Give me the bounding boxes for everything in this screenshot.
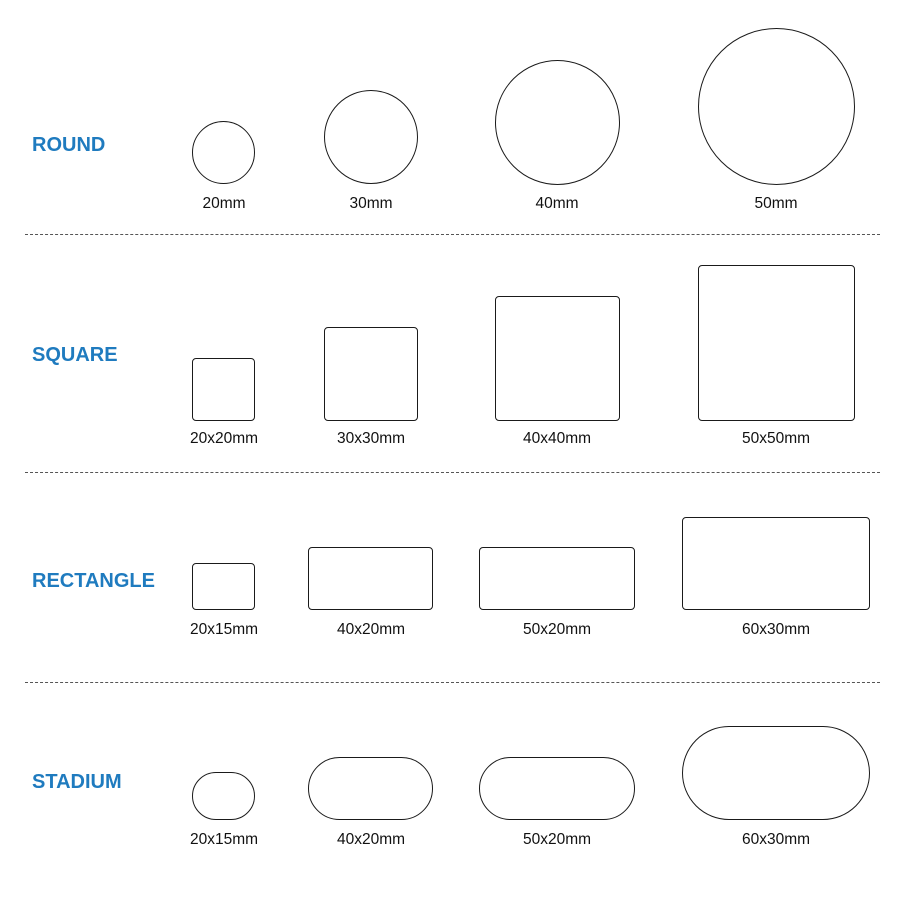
stadium-60x30mm-shape [682, 726, 870, 820]
stadium-50x20mm-shape [479, 757, 635, 820]
square-30x30mm-label: 30x30mm [336, 430, 406, 447]
section-title-round: ROUND [32, 134, 106, 156]
square-20x20mm-label: 20x20mm [189, 430, 259, 447]
stadium-60x30mm-label: 60x30mm [741, 831, 811, 848]
round-50mm-label: 50mm [754, 195, 798, 212]
rectangle-20x15mm-label: 20x15mm [189, 621, 259, 638]
square-20x20mm-shape [192, 358, 255, 421]
stadium-40x20mm-shape [308, 757, 433, 820]
rectangle-50x20mm-shape [479, 547, 635, 610]
round-20mm-label: 20mm [202, 195, 246, 212]
section-divider [25, 682, 880, 683]
round-50mm-shape [698, 28, 855, 185]
square-40x40mm-label: 40x40mm [522, 430, 592, 447]
square-40x40mm-shape [495, 296, 620, 421]
stadium-50x20mm-label: 50x20mm [522, 831, 592, 848]
stadium-20x15mm-label: 20x15mm [189, 831, 259, 848]
rectangle-20x15mm-shape [192, 563, 255, 610]
section-title-stadium: STADIUM [32, 771, 122, 793]
round-40mm-label: 40mm [535, 195, 579, 212]
rectangle-40x20mm-shape [308, 547, 433, 610]
round-30mm-label: 30mm [349, 195, 393, 212]
square-50x50mm-label: 50x50mm [741, 430, 811, 447]
rectangle-60x30mm-shape [682, 517, 870, 610]
rectangle-50x20mm-label: 50x20mm [522, 621, 592, 638]
rectangle-60x30mm-label: 60x30mm [741, 621, 811, 638]
round-40mm-shape [495, 60, 620, 185]
stadium-40x20mm-label: 40x20mm [336, 831, 406, 848]
section-title-rectangle: RECTANGLE [32, 570, 155, 592]
rectangle-40x20mm-label: 40x20mm [336, 621, 406, 638]
square-50x50mm-shape [698, 265, 855, 421]
section-title-square: SQUARE [32, 344, 118, 366]
section-divider [25, 472, 880, 473]
square-30x30mm-shape [324, 327, 418, 421]
section-divider [25, 234, 880, 235]
round-30mm-shape [324, 90, 418, 184]
round-20mm-shape [192, 121, 255, 184]
stadium-20x15mm-shape [192, 772, 255, 820]
